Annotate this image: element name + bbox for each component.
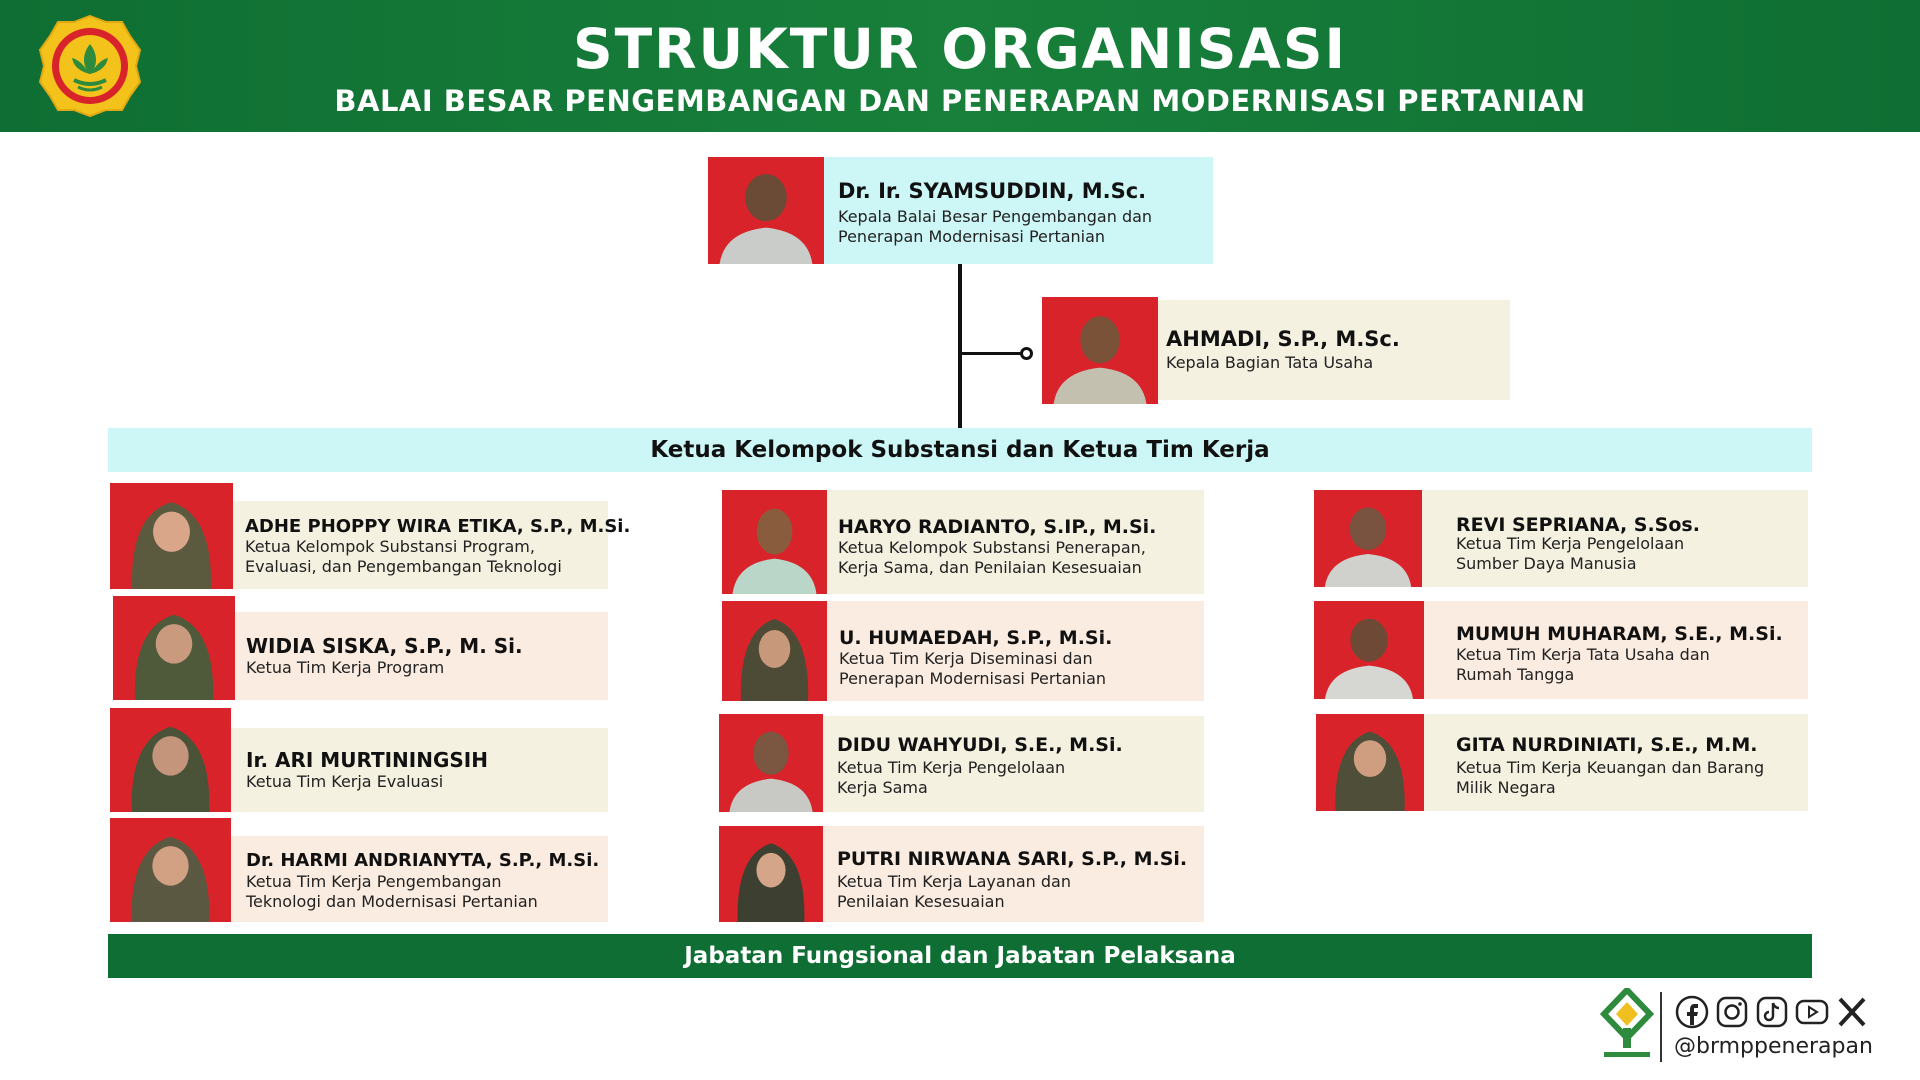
page-subtitle: BALAI BESAR PENGEMBANGAN DAN PENERAPAN MODERNISASI PERTANIAN <box>334 84 1586 118</box>
youtube-icon[interactable] <box>1794 994 1830 1030</box>
avatar <box>708 157 824 264</box>
card-col3-3 <box>1316 714 1808 811</box>
connector-vertical <box>958 263 962 428</box>
connector-horizontal <box>960 352 1022 355</box>
person-name: MUMUH MUHARAM, S.E., M.Si. <box>1456 623 1783 645</box>
person-name: U. HUMAEDAH, S.P., M.Si. <box>839 627 1113 649</box>
avatar <box>1316 714 1424 811</box>
avatar <box>113 596 235 700</box>
person-role: Ketua Tim Kerja Evaluasi <box>246 772 444 791</box>
card-col1-4 <box>110 818 608 922</box>
avatar <box>1314 490 1422 587</box>
avatar <box>110 708 231 812</box>
card-head <box>708 157 1213 264</box>
person-name: WIDIA SISKA, S.P., M. Si. <box>246 634 523 658</box>
person-name: HARYO RADIANTO, S.IP., M.Si. <box>838 516 1157 538</box>
avatar <box>110 483 233 589</box>
facebook-icon[interactable] <box>1674 994 1710 1030</box>
tiktok-icon[interactable] <box>1754 994 1790 1030</box>
card-col1-3 <box>110 708 608 812</box>
person-name: Ir. ARI MURTININGSIH <box>246 748 488 772</box>
person-role: Ketua Tim Kerja Tata Usaha dan Rumah Tangga <box>1456 645 1710 684</box>
person-role: Ketua Tim Kerja Pengembangan Teknologi dan Modernisasi Pertanian <box>246 872 538 911</box>
connector-node <box>1020 347 1033 360</box>
person-name: Dr. HARMI ANDRIANYTA, S.P., M.Si. <box>246 850 600 871</box>
card-col1-2 <box>113 596 608 700</box>
card-col3-2 <box>1314 601 1808 699</box>
person-name: PUTRI NIRWANA SARI, S.P., M.Si. <box>837 848 1188 870</box>
card-admin <box>1042 297 1510 404</box>
person-role: Ketua Tim Kerja Diseminasi dan Penerapan Modernisasi Pertanian <box>839 649 1107 688</box>
x-twitter-icon[interactable] <box>1834 994 1870 1030</box>
agro-modern-logo-icon <box>1600 988 1654 1062</box>
card-col1-1 <box>110 483 631 589</box>
avatar <box>719 714 823 812</box>
section-band-fungsional: Jabatan Fungsional dan Jabatan Pelaksana <box>108 934 1812 978</box>
avatar <box>719 826 823 922</box>
person-role: Ketua Tim Kerja Program <box>246 658 445 677</box>
card-col3-1 <box>1314 490 1808 587</box>
person-name: GITA NURDINIATI, S.E., M.M. <box>1456 734 1758 756</box>
avatar <box>1314 601 1424 699</box>
social-handle: @brmppenerapan <box>1674 1034 1873 1059</box>
instagram-icon[interactable] <box>1714 994 1750 1030</box>
person-role: Ketua Kelompok Substansi Penerapan, Kerja Sama, dan Penilaian Kesesuaian <box>838 538 1146 577</box>
person-role: Ketua Tim Kerja Pengelolaan Sumber Daya Manusia <box>1456 534 1685 573</box>
head-role: Kepala Balai Besar Pengembangan dan Penerapan Modernisasi Pertanian <box>838 207 1153 246</box>
card-col2-4 <box>719 826 1204 922</box>
person-role: Ketua Tim Kerja Pengelolaan Kerja Sama <box>837 758 1066 797</box>
avatar <box>722 490 827 594</box>
admin-name: AHMADI, S.P., M.Sc. <box>1166 327 1400 351</box>
avatar <box>722 601 827 701</box>
page-title: STRUKTUR ORGANISASI <box>572 17 1347 81</box>
avatar <box>1042 297 1158 404</box>
header-banner <box>0 0 1920 132</box>
head-name: Dr. Ir. SYAMSUDDIN, M.Sc. <box>838 179 1147 203</box>
card-col2-1 <box>722 490 1204 594</box>
card-col2-3 <box>719 714 1204 812</box>
person-role: Ketua Tim Kerja Keuangan dan Barang Milik Negara <box>1456 758 1765 797</box>
avatar <box>110 818 231 922</box>
footer-divider <box>1660 992 1662 1062</box>
person-name: ADHE PHOPPY WIRA ETIKA, S.P., M.Si. <box>245 516 631 537</box>
admin-role: Kepala Bagian Tata Usaha <box>1166 353 1374 372</box>
person-name: DIDU WAHYUDI, S.E., M.Si. <box>837 734 1123 756</box>
card-col2-2 <box>722 601 1204 701</box>
section-band-substansi: Ketua Kelompok Substansi dan Ketua Tim Kerja <box>108 428 1812 472</box>
person-role: Ketua Kelompok Substansi Program, Evaluasi, dan Pengembangan Teknologi <box>245 537 562 576</box>
person-role: Ketua Tim Kerja Layanan dan Penilaian Kesesuaian <box>837 872 1071 911</box>
person-name: REVI SEPRIANA, S.Sos. <box>1456 514 1700 536</box>
